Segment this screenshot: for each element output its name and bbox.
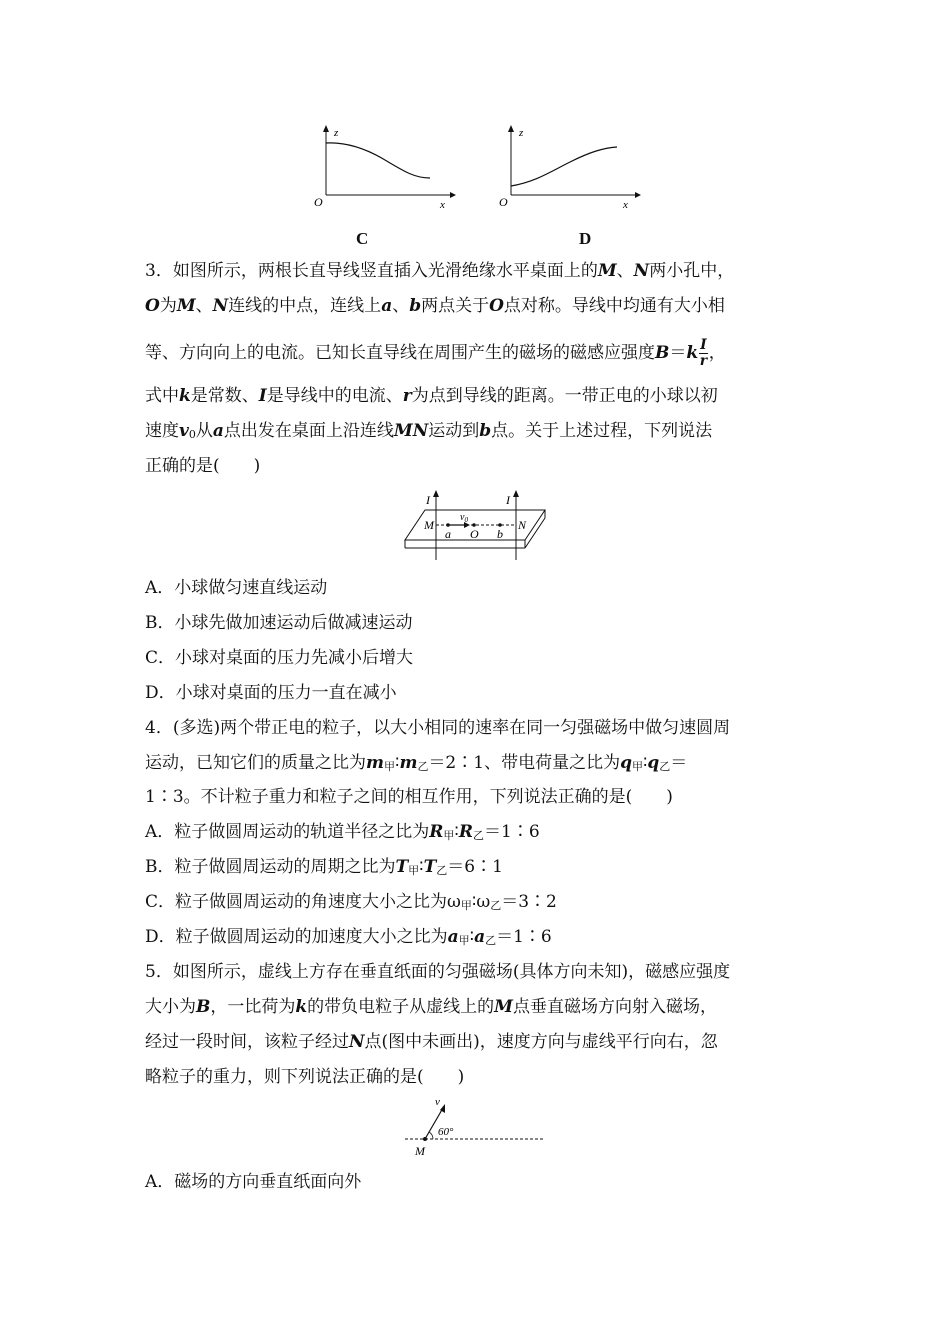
fig-label-M: M [424,518,434,532]
fig-label-angle: 60° [438,1126,454,1138]
q3-line-4: 式中k是常数、I是导线中的电流、r为点到导线的距离。一带正电的小球以初 [145,386,718,406]
q5-line-3: 经过一段时间，该粒子经过N点(图中未画出)，速度方向与虚线平行向右，忽 [145,1032,718,1052]
q5-line-1: 5．如图所示，虚线上方存在垂直纸面的匀强磁场(具体方向未知)，磁感应强度 [145,962,731,982]
q3-line-2: O为M、N连线的中点，连线上a、b两点关于O点对称。导线中均通有大小相 [145,296,725,316]
q5-line-2: 大小为B，一比荷为k的带负电粒子从虚线上的M点垂直磁场方向射入磁场， [145,997,717,1017]
graph-c-axis-x: x [440,199,445,211]
fig-label-N: N [518,518,527,532]
graph-c-label: C [356,229,369,248]
q4-line-3: 1∶3。不计粒子重力和粒子之间的相互作用，下列说法正确的是( ) [145,787,673,807]
q5-option-a: A．磁场的方向垂直纸面向外 [145,1172,362,1192]
q4-option-d: D．粒子做圆周运动的加速度大小之比为$a_甲∶a_乙=1∶6$ [145,927,552,947]
graph-d [495,120,645,215]
q3-line-3: 等、方向向上的电流。已知长直导线在周围产生的磁场的磁感应强度B＝k $\frac{I}{r}$ ， [145,337,726,369]
q3-line-5: 速度$v_0$从a点出发在桌面上沿连线MN运动到b点。关于上述过程，下列说法 [145,421,713,441]
fig-label-O: O [470,527,479,541]
fig-label-M-point: M [415,1144,425,1158]
q3-line-6: 正确的是( ) [145,456,261,476]
q4-line-1: 4．(多选)两个带正电的粒子，以大小相同的速率在同一匀强磁场中做匀速圆周 [145,718,731,738]
q3-line-1: 3．如图所示，两根长直导线竖直插入光滑绝缘水平桌面上的M、N两小孔中， [145,261,735,281]
q4-option-b: B．粒子做圆周运动的周期之比为$T_甲∶T_乙=6∶1$ [145,857,503,877]
formula-fraction: $\frac{I}{r}$ [699,337,708,369]
q3-figure [400,488,550,563]
fig-label-b: b [497,527,503,541]
fig-label-I-right: I [506,493,510,507]
q3-option-a: A．小球做匀速直线运动 [145,578,328,598]
graph-d-axis-x: x [623,199,628,211]
q5-line-4: 略粒子的重力，则下列说法正确的是( ) [145,1067,465,1087]
graph-d-origin: O [499,195,508,209]
graph-c-axis-y: z [334,127,339,139]
graph-d-axis-y: z [519,127,524,139]
graph-c [310,120,460,215]
q3-option-b: B．小球先做加速运动后做减速运动 [145,613,413,633]
q4-line-2: 运动，已知它们的质量之比为$m_甲∶m_乙=2∶1$、带电荷量之比为$q_甲∶q_乙=$ [145,753,688,773]
fig-label-a: a [445,527,451,541]
q5-figure [400,1093,550,1161]
q3-option-c: C．小球对桌面的压力先减小后增大 [145,648,414,668]
fig-label-v: v [435,1096,440,1108]
graph-c-origin: O [314,195,323,209]
graph-d-label: D [579,229,592,248]
q4-option-c: C．粒子做圆周运动的角速度大小之比为$\omega_甲∶\omega_乙=3∶2$ [145,892,557,912]
fig-label-v0: $v_0$ [460,512,468,524]
q3-option-d: D．小球对桌面的压力一直在减小 [145,683,397,703]
q4-option-a: A．粒子做圆周运动的轨道半径之比为$R_甲∶R_乙=1∶6$ [145,822,540,842]
fig-label-I-left: I [426,493,430,507]
